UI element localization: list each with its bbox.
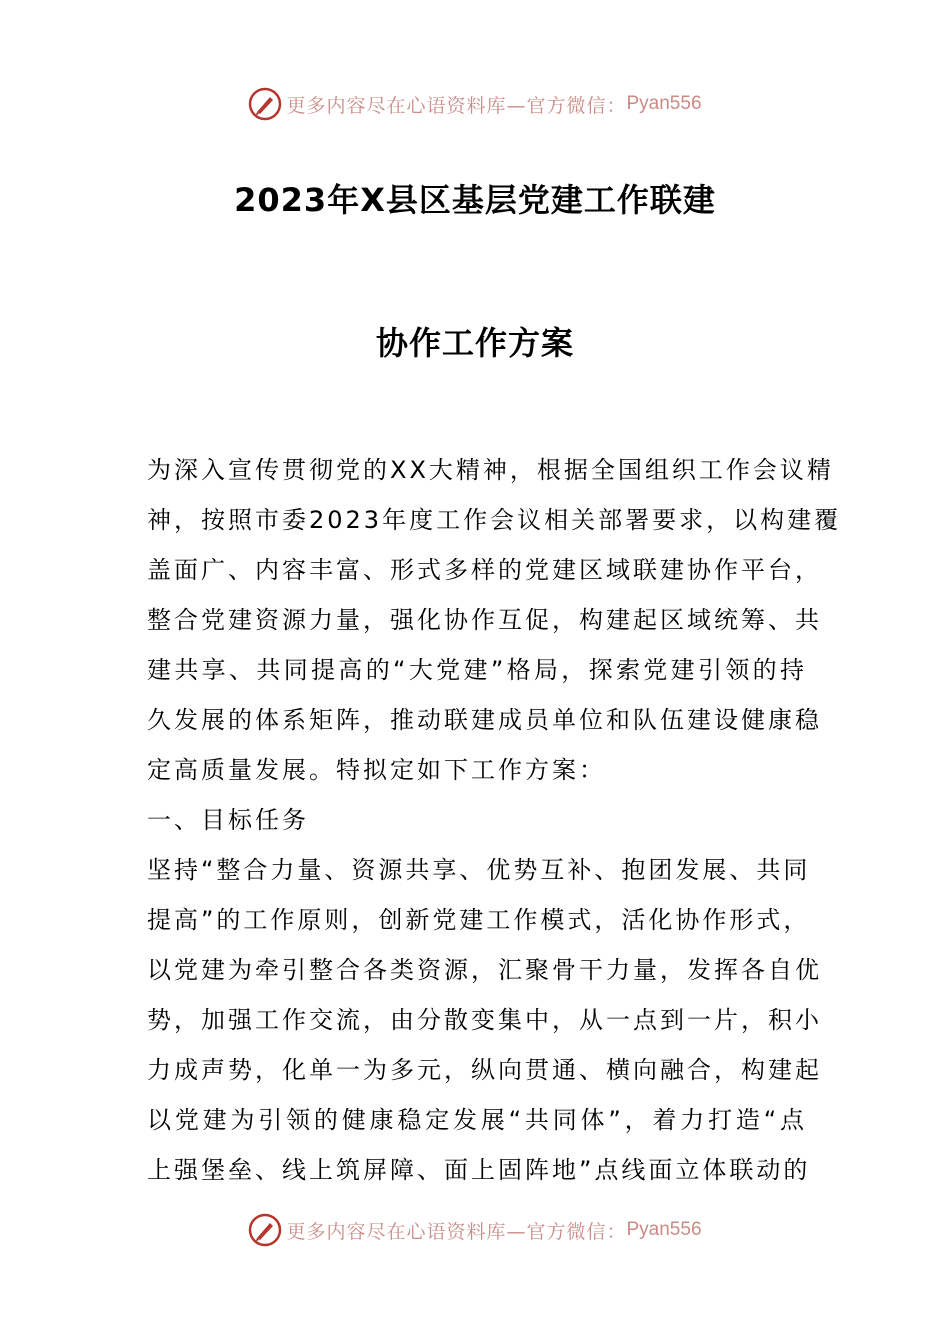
- section-line: 势，加强工作交流，由分散变集中，从一点到一片，积小: [147, 1006, 822, 1034]
- document-title-line1: 2023年X县区基层党建工作联建: [234, 181, 716, 219]
- intro-line: 为深入宣传贯彻党的XX大精神，根据全国组织工作会议精: [147, 456, 834, 484]
- section-heading: 一、目标任务: [147, 806, 309, 834]
- pen-logo-icon: [248, 87, 282, 121]
- section-line: 力成声势，化单一为多元，纵向贯通、横向融合，构建起: [147, 1056, 822, 1084]
- section-line: 坚持“整合力量、资源共享、优势互补、抱团发展、共同: [147, 856, 811, 884]
- watermark-id: Pyan556: [626, 1219, 702, 1240]
- pen-logo-icon: [248, 1213, 282, 1247]
- section-line: 以党建为牵引整合各类资源，汇聚骨干力量，发挥各自优: [147, 956, 822, 984]
- watermark-id: Pyan556: [626, 93, 702, 114]
- watermark-text: 更多内容尽在心语资料库—官方微信：: [286, 94, 627, 117]
- intro-line: 定高质量发展。特拟定如下工作方案：: [147, 756, 606, 784]
- intro-line: 神，按照市委2023年度工作会议相关部署要求，以构建覆: [147, 506, 842, 534]
- document-title-line2: 协作工作方案: [375, 324, 574, 362]
- intro-line: 建共享、共同提高的“大党建”格局，探索党建引领的持: [147, 656, 807, 684]
- document-body: [147, 445, 842, 1195]
- header-watermark: [0, 84, 950, 124]
- watermark-text: 更多内容尽在心语资料库—官方微信：: [286, 1220, 627, 1243]
- section-line: 以党建为引领的健康稳定发展“共同体”，着力打造“点: [147, 1106, 807, 1134]
- footer-watermark: [0, 1210, 950, 1250]
- intro-line: 盖面广、内容丰富、形式多样的党建区域联建协作平台，: [147, 556, 822, 584]
- intro-line: 整合党建资源力量，强化协作互促，构建起区域统筹、共: [147, 606, 822, 634]
- section-line: 上强堡垒、线上筑屏障、面上固阵地”点线面立体联动的: [147, 1156, 811, 1184]
- intro-line: 久发展的体系矩阵，推动联建成员单位和队伍建设健康稳: [147, 706, 822, 734]
- section-line: 提高”的工作原则，创新党建工作模式，活化协作形式，: [147, 906, 811, 934]
